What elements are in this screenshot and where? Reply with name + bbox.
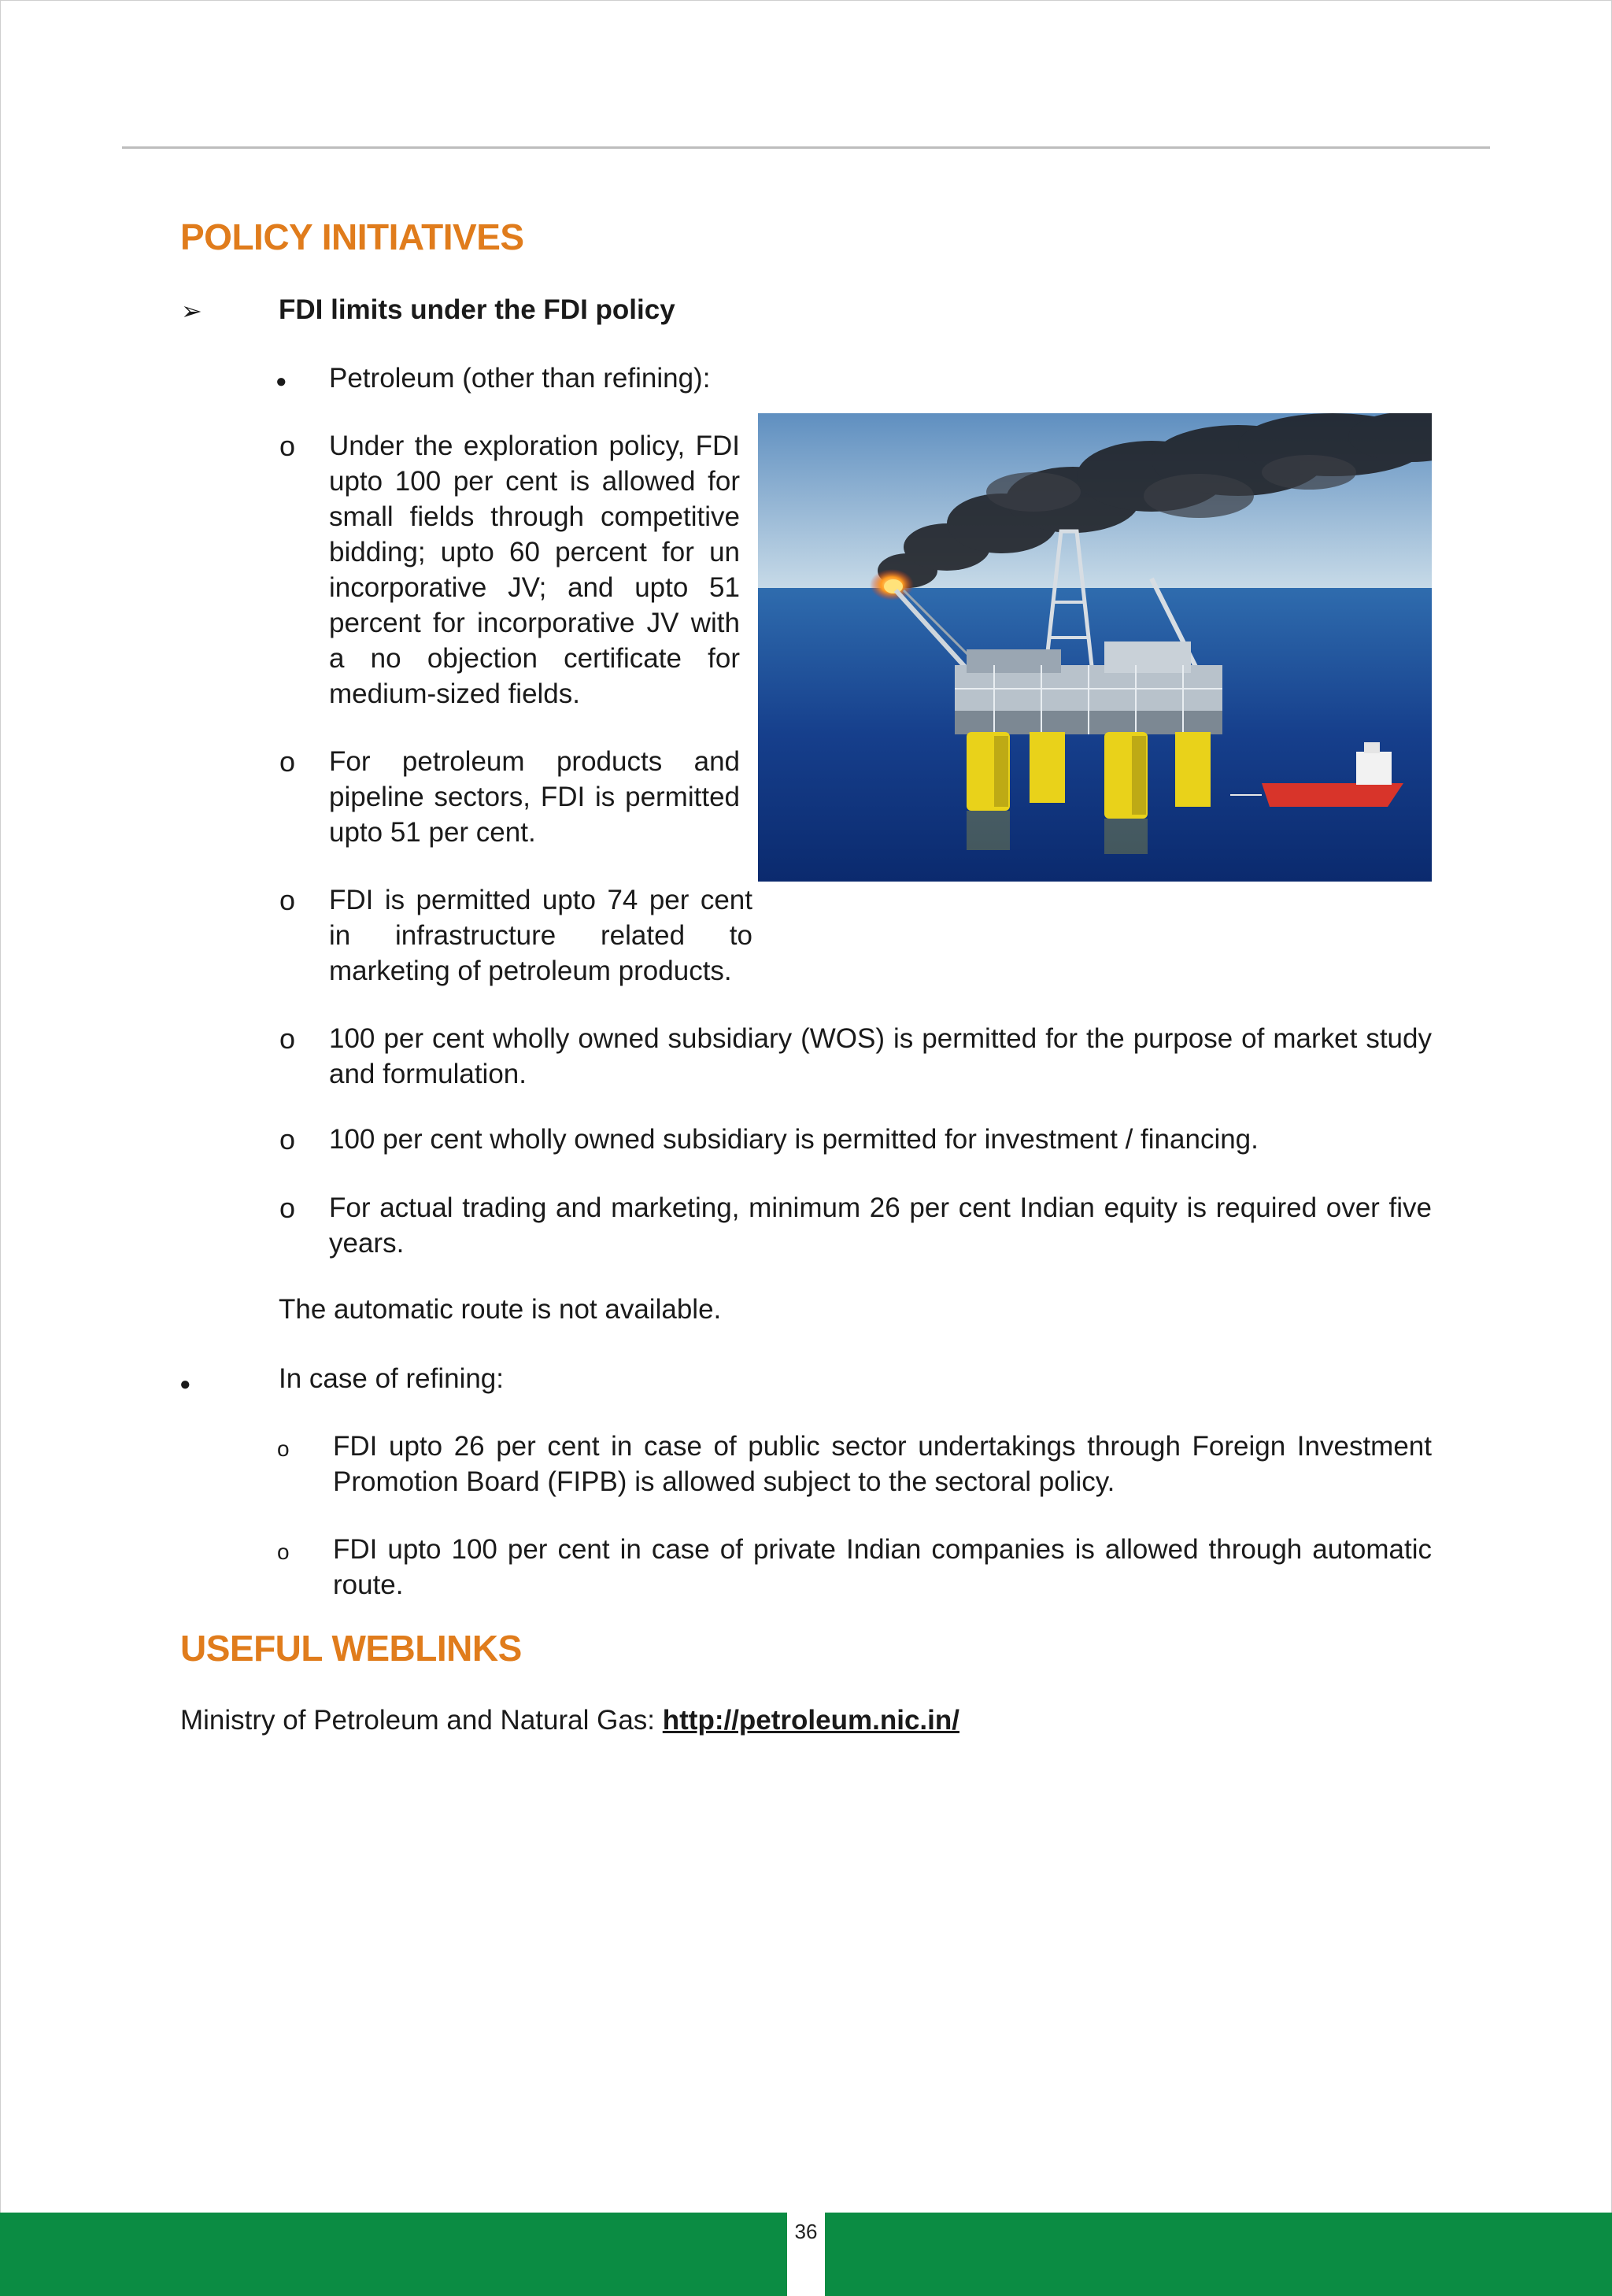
fdi-item-wos-market-study: 100 per cent wholly owned subsidiary (WOS) is permitted for the purpose of market study and formulation. bbox=[329, 1023, 1432, 1089]
offshore-oil-platform-photo bbox=[758, 413, 1432, 882]
fdi-item-trading: For actual trading and marketing, minimum 26 per cent Indian equity is required over five years. bbox=[329, 1192, 1432, 1259]
sub-bullet-marker: o bbox=[277, 1436, 290, 1461]
fdi-item-wos-investment: 100 per cent wholly owned subsidiary is permitted for investment / financing. bbox=[329, 1124, 1259, 1155]
refining-item-psu: FDI upto 26 per cent in case of public sector undertakings through Foreign Investment Promotion Board (FIPB) is allowed subject to the sectoral policy. bbox=[333, 1431, 1432, 1497]
top-rule bbox=[122, 146, 1490, 149]
sub-bullet-marker: o bbox=[279, 1022, 296, 1055]
petroleum-label: Petroleum (other than refining): bbox=[329, 363, 711, 394]
sub-bullet-marker: o bbox=[279, 1123, 296, 1155]
refining-label: In case of refining: bbox=[279, 1363, 504, 1394]
bullet-icon: ● bbox=[275, 371, 287, 392]
fdi-item-infrastructure: FDI is permitted upto 74 per cent in infrastructure related to marketing of petroleum products. bbox=[329, 885, 752, 986]
sub-bullet-marker: o bbox=[279, 1192, 296, 1224]
fdi-item-exploration: Under the exploration policy, FDI upto 100 per cent is allowed for small fields through competitive bidding; upto 60 percent for un incorporative JV; and upto 51 percent for incorporative JV with a no objection certificate for medium-sized fields. bbox=[329, 431, 740, 709]
refining-item-private: FDI upto 100 per cent in case of private Indian companies is allowed through automatic route. bbox=[333, 1534, 1432, 1600]
useful-weblinks-heading: USEFUL WEBLINKS bbox=[180, 1628, 522, 1669]
bullet-icon: ● bbox=[179, 1374, 191, 1395]
fdi-limits-title: FDI limits under the FDI policy bbox=[279, 294, 675, 325]
sub-bullet-marker: o bbox=[279, 745, 296, 778]
weblink-line bbox=[180, 1703, 959, 1738]
arrow-bullet-icon: ➢ bbox=[181, 297, 202, 325]
automatic-route-note: The automatic route is not available. bbox=[279, 1294, 722, 1325]
sub-bullet-marker: o bbox=[279, 884, 296, 916]
weblink-label: Ministry of Petroleum and Natural Gas: bbox=[180, 1705, 663, 1736]
fdi-item-pipeline: For petroleum products and pipeline sectors, FDI is permitted upto 51 per cent. bbox=[329, 746, 740, 848]
sub-bullet-marker: o bbox=[277, 1540, 290, 1564]
page-number: 36 bbox=[794, 2220, 818, 2243]
policy-initiatives-heading: POLICY INITIATIVES bbox=[180, 216, 524, 257]
petroleum-ministry-link[interactable]: http://petroleum.nic.in/ bbox=[662, 1705, 959, 1736]
sub-bullet-marker: o bbox=[279, 430, 296, 462]
